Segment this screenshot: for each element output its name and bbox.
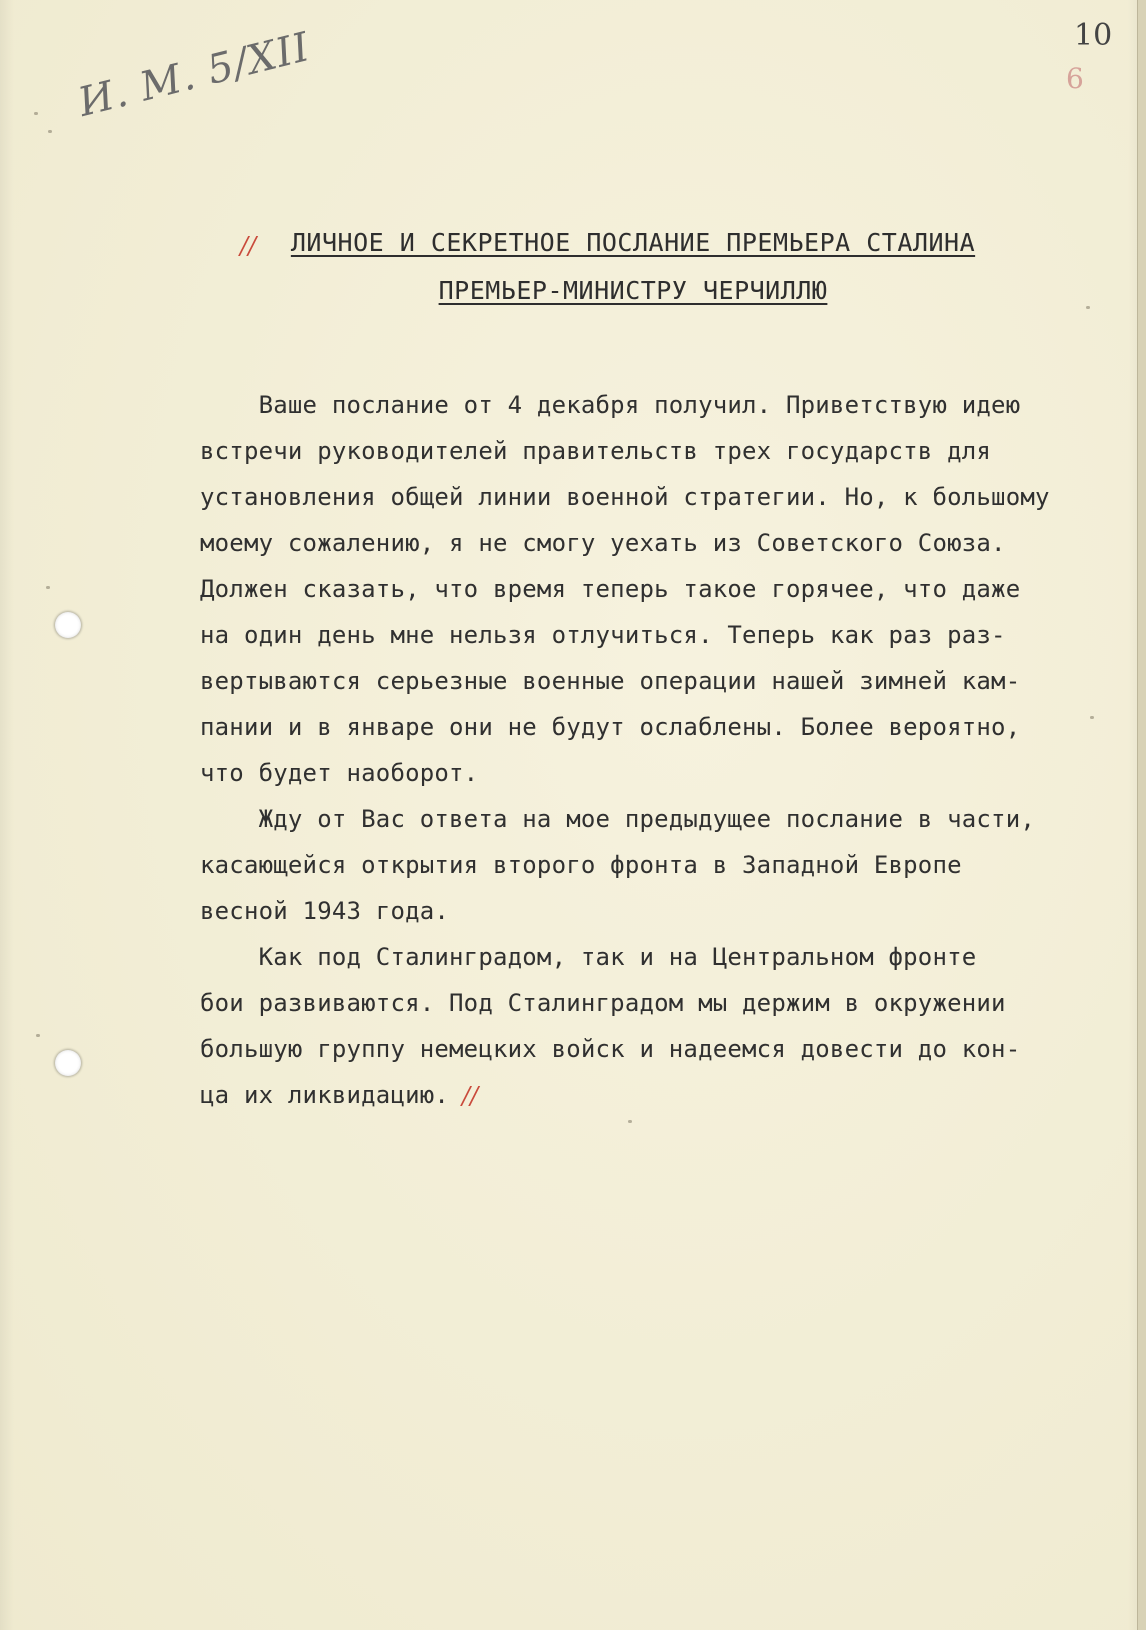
body-line: весной 1943 года. xyxy=(200,897,450,925)
message-body xyxy=(200,382,1100,1118)
body-line: Должен сказать, что время теперь такое горячее, что даже xyxy=(200,575,1021,603)
red-page-number: 6 xyxy=(1066,62,1084,95)
body-line: пании и в январе они не будут ослаблены. Более вероятно, xyxy=(200,713,1021,741)
body-line: Жду от Вас ответа на мое предыдущее послание в части, xyxy=(200,805,1036,833)
punch-hole xyxy=(55,612,81,638)
body-line: что будет наоборот. xyxy=(200,759,479,787)
body-line: вертываются серьезные военные операции нашей зимней кам- xyxy=(200,667,1021,695)
red-quote-mark-end: // xyxy=(462,1082,479,1110)
punch-hole xyxy=(55,1050,81,1076)
body-line: встречи руководителей правительств трех государств для xyxy=(200,437,992,465)
body-line: большую группу немецких войск и надеемся довести до кон- xyxy=(200,1035,1021,1063)
paper-speck xyxy=(48,130,52,133)
body-line: Ваше послание от 4 декабря получил. Приветствую идею xyxy=(200,391,1021,419)
body-line: установления общей линии военной стратегии. Но, к большому xyxy=(200,483,1050,511)
paper-speck xyxy=(46,586,50,589)
handwritten-page-number: 10 xyxy=(1074,18,1113,53)
body-line: касающейся открытия второго фронта в Западной Европе xyxy=(200,851,962,879)
red-quote-mark-title: // xyxy=(240,232,257,260)
body-line: на один день мне нельзя отлучиться. Теперь как раз раз- xyxy=(200,621,1006,649)
document-title-line-1: ЛИЧНОЕ И СЕКРЕТНОЕ ПОСЛАНИЕ ПРЕМЬЕРА СТАЛИНА xyxy=(290,228,976,257)
document-title-line-2: ПРЕМЬЕР-МИНИСТРУ ЧЕРЧИЛЛЮ xyxy=(438,276,828,305)
paper-speck xyxy=(628,1120,632,1123)
paper-speck xyxy=(1090,716,1094,719)
body-line: бои развиваются. Под Сталинградом мы держим в окружении xyxy=(200,989,1006,1017)
body-line: ца их ликвидацию. xyxy=(200,1081,450,1109)
body-line: моему сожалению, я не смогу уехать из Советского Союза. xyxy=(200,529,1006,557)
paper-speck xyxy=(34,112,38,115)
paper-speck xyxy=(36,1034,40,1037)
handwritten-initials: И. М. 5/XII xyxy=(73,24,315,126)
body-line: Как под Сталинградом, так и на Центральном фронте xyxy=(200,943,977,971)
paper-speck xyxy=(1086,306,1090,309)
